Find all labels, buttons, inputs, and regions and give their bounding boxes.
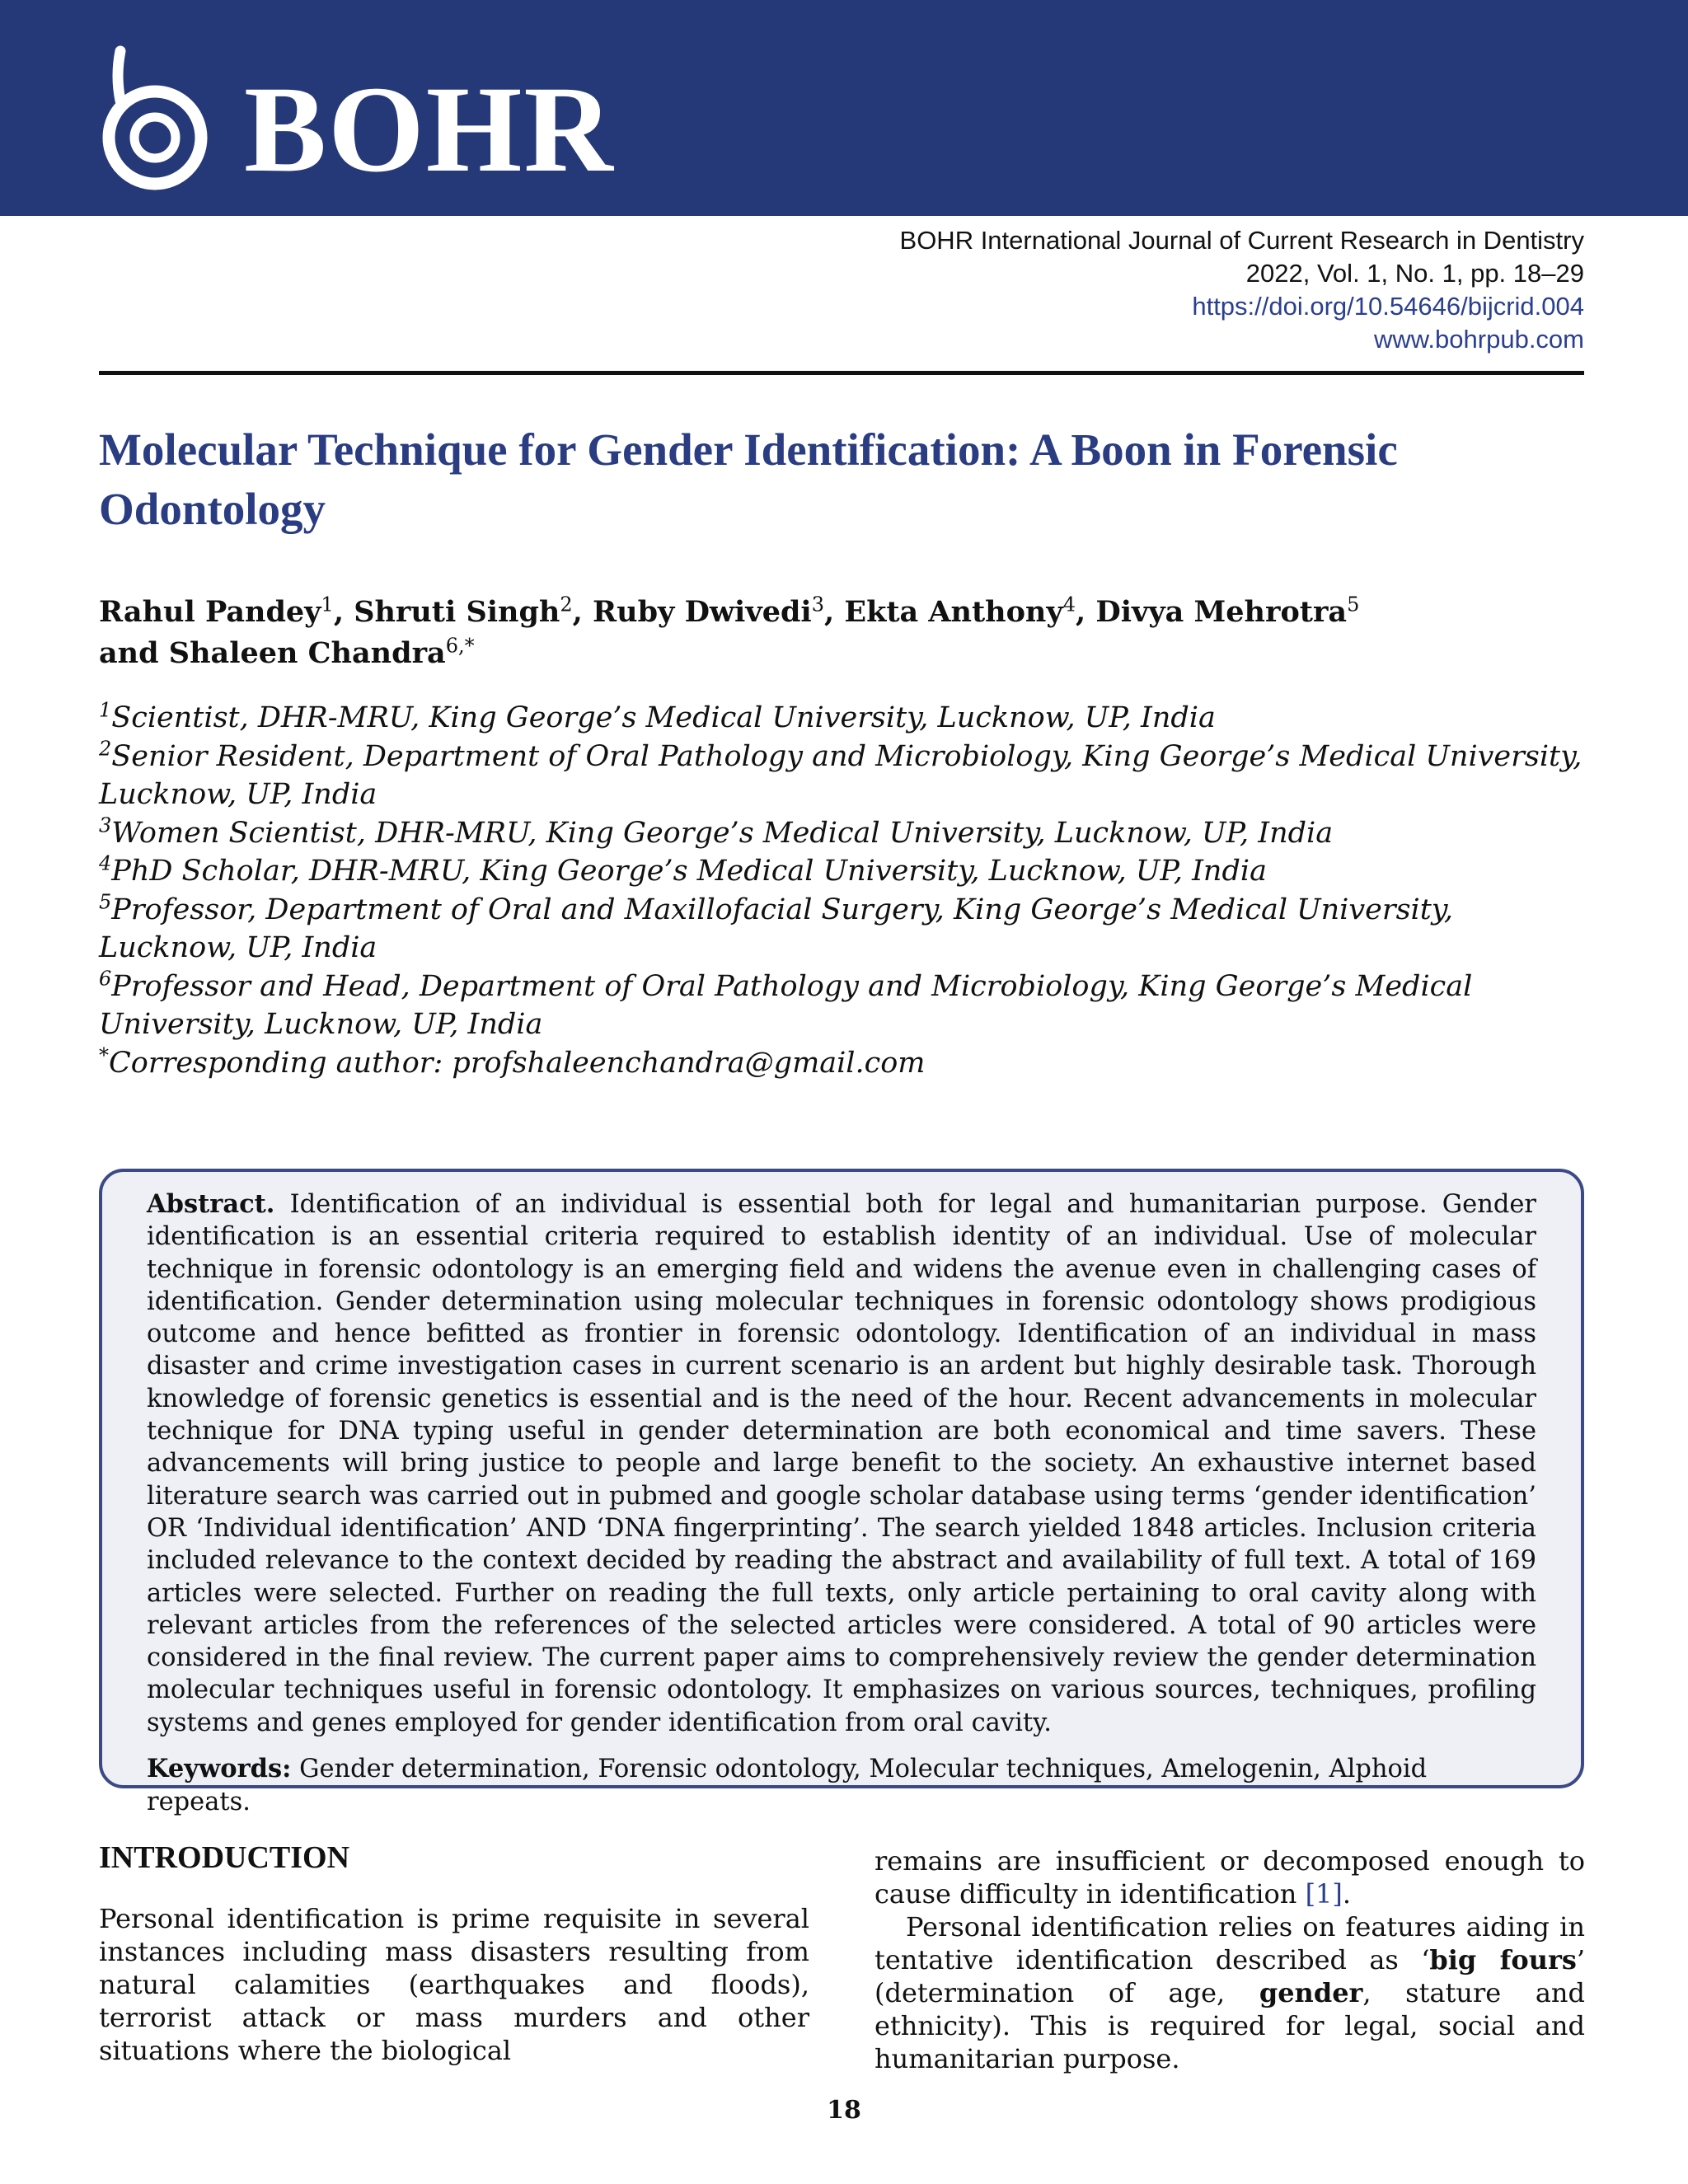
bold-term: big fours [1429, 1944, 1577, 1975]
keywords-text: Gender determination, Forensic odontology, Molecular techniques, Amelogenin, Alphoid repeats. [147, 1755, 1428, 1817]
corresponding-author [99, 1044, 1582, 1083]
affiliation-item [99, 852, 1582, 891]
author-line-1 [99, 592, 1591, 633]
author-sep: , [824, 595, 845, 629]
affiliation-item [99, 968, 1582, 1044]
author-sup: 6,* [445, 634, 475, 658]
affiliation-text: Professor, Department of Oral and Maxillofacial Surgery, King George’s Medical University, Lucknow, UP, India [99, 893, 1454, 964]
author-sup: 2 [560, 593, 573, 616]
intro-paragraph-1-continued [874, 1844, 1585, 1910]
affiliation-sup: 2 [99, 736, 112, 760]
abstract-label: Abstract. [147, 1189, 275, 1219]
abstract-paragraph [147, 1188, 1536, 1739]
affiliation-item [99, 891, 1582, 968]
author-sup: 3 [811, 593, 825, 616]
affiliation-sup: 3 [99, 813, 112, 837]
keywords-label: Keywords: [147, 1754, 292, 1784]
header-banner [0, 0, 1688, 216]
affiliation-item [99, 738, 1582, 814]
author-name: Divya Mehrotra [1095, 595, 1348, 629]
affiliation-text: Professor and Head, Department of Oral Pathology and Microbiology, King George’s Medical University, Lucknow, UP, India [99, 969, 1473, 1041]
author-sep: , [572, 595, 593, 629]
author-sep: , [1075, 595, 1096, 629]
author-sup: 5 [1347, 593, 1360, 616]
journal-name: BOHR International Journal of Current Research in Dentistry [899, 226, 1584, 255]
author-list [99, 592, 1591, 674]
section-heading-introduction: INTRODUCTION [99, 1840, 350, 1875]
paragraph-text: , stature and ethnicity). This is required for legal, social and humanitarian purpose. [874, 1977, 1586, 2074]
affiliation-sup: 4 [99, 851, 112, 875]
author-sup: 1 [321, 593, 334, 616]
author-name: Ruby Dwivedi [593, 595, 812, 629]
paragraph-text: ’ (determination of age, [874, 1944, 1586, 2008]
affiliation-item [99, 814, 1582, 853]
affiliation-sup: 5 [99, 889, 112, 913]
paragraph-text: Personal identification relies on features aiding in tentative identification described as ‘ [874, 1911, 1585, 1975]
author-name: Shruti Singh [354, 595, 560, 629]
intro-paragraph-2 [874, 1910, 1585, 2075]
bold-term: gender [1259, 1977, 1363, 2008]
author-conjunction: and [99, 636, 169, 670]
author-sep: , [333, 595, 354, 629]
affiliation-text: PhD Scholar, DHR-MRU, King George’s Medical University, Lucknow, UP, India [111, 855, 1267, 888]
doi-link[interactable]: https://doi.org/10.54646/bijcrid.004 [1192, 292, 1584, 321]
affiliation-text: Senior Resident, Department of Oral Pathology and Microbiology, King George’s Medical University, Lucknow, UP, India [99, 739, 1582, 811]
author-name: Ekta Anthony [844, 595, 1063, 629]
page-number: 18 [827, 2096, 861, 2125]
author-name: Shaleen Chandra [168, 636, 446, 670]
affiliation-text: Women Scientist, DHR-MRU, King George’s Medical University, Lucknow, UP, India [111, 816, 1334, 850]
affiliation-sup: 6 [99, 966, 112, 990]
brand-wordmark: BOHR [244, 61, 615, 198]
paragraph-text: remains are insufficient or decomposed enough to cause difficulty in identification [874, 1845, 1585, 1910]
corresponding-sup: * [99, 1043, 109, 1066]
affiliation-text: Scientist, DHR-MRU, King George’s Medical University, Lucknow, UP, India [111, 701, 1216, 734]
journal-info [900, 224, 1584, 356]
bohr-logo-icon [96, 43, 236, 191]
keywords [147, 1752, 1536, 1819]
affiliation-item [99, 699, 1582, 738]
abstract-box [99, 1169, 1584, 1817]
bohr-logo[interactable] [96, 43, 615, 198]
intro-paragraph-1: Personal identification is prime requisite in several instances including mass disasters resulting from natural calamities (earthquakes and floods), terrorist attack or mass murders and other situations where the biological [99, 1903, 809, 2066]
paragraph-text: . [1342, 1878, 1352, 1910]
affiliation-sup: 1 [99, 698, 112, 722]
left-column [99, 1838, 809, 2067]
right-column [874, 1844, 1585, 2075]
author-name: Rahul Pandey [99, 595, 321, 629]
affiliation-list [99, 699, 1582, 1082]
abstract-text: Identification of an individual is essential both for legal and humanitarian purpose. Gender identification is an essential criteria required to establish identity of an individual. Use of molecular technique in forensic odontology is an emerging field and widens the avenue even in challenging cases of identification. Gender determination using molecular techniques in forensic odontology shows prodigious outcome and hence befitted as frontier in forensic odontology. Identification of an individual in mass disaster and crime investigation cases in current scenario is an ardent but highly desirable task. Thorough knowledge of forensic genetics is essential and is the need of the hour. Recent advancements in molecular technique for DNA typing useful in gender determination are both economical and time savers. These advancements will bring justice to people and large benefit to the society. An exhaustive internet based literature search was carried out in pubmed and google scholar database using terms ‘gender identification’ OR ‘Individual identification’ AND ‘DNA fingerprinting’. The search yielded 1848 articles. Inclusion criteria included relevance to the context decided by reading the abstract and availability of full text. A total of 169 articles were selected. Further on reading the full texts, only article pertaining to oral cavity along with relevant articles from the references of the selected articles were considered. A total of 90 articles were considered in the final review. The current paper aims to comprehensively review the gender determination molecular techniques useful in forensic odontology. It emphasizes on various sources, techniques, profiling systems and genes employed for gender identification from oral cavity. [147, 1190, 1536, 1737]
citation-link[interactable]: [1] [1305, 1878, 1343, 1910]
website-link[interactable]: www.bohrpub.com [1373, 325, 1584, 354]
header-rule [99, 371, 1584, 375]
journal-citation: 2022, Vol. 1, No. 1, pp. 18–29 [1245, 259, 1584, 288]
corresponding-text[interactable]: Corresponding author: profshaleenchandra@gmail.com [109, 1046, 926, 1080]
article-title: Molecular Technique for Gender Identification: A Boon in Forensic Odontology [99, 424, 1398, 534]
author-line-2 [99, 633, 1591, 674]
author-sup: 4 [1062, 593, 1076, 616]
